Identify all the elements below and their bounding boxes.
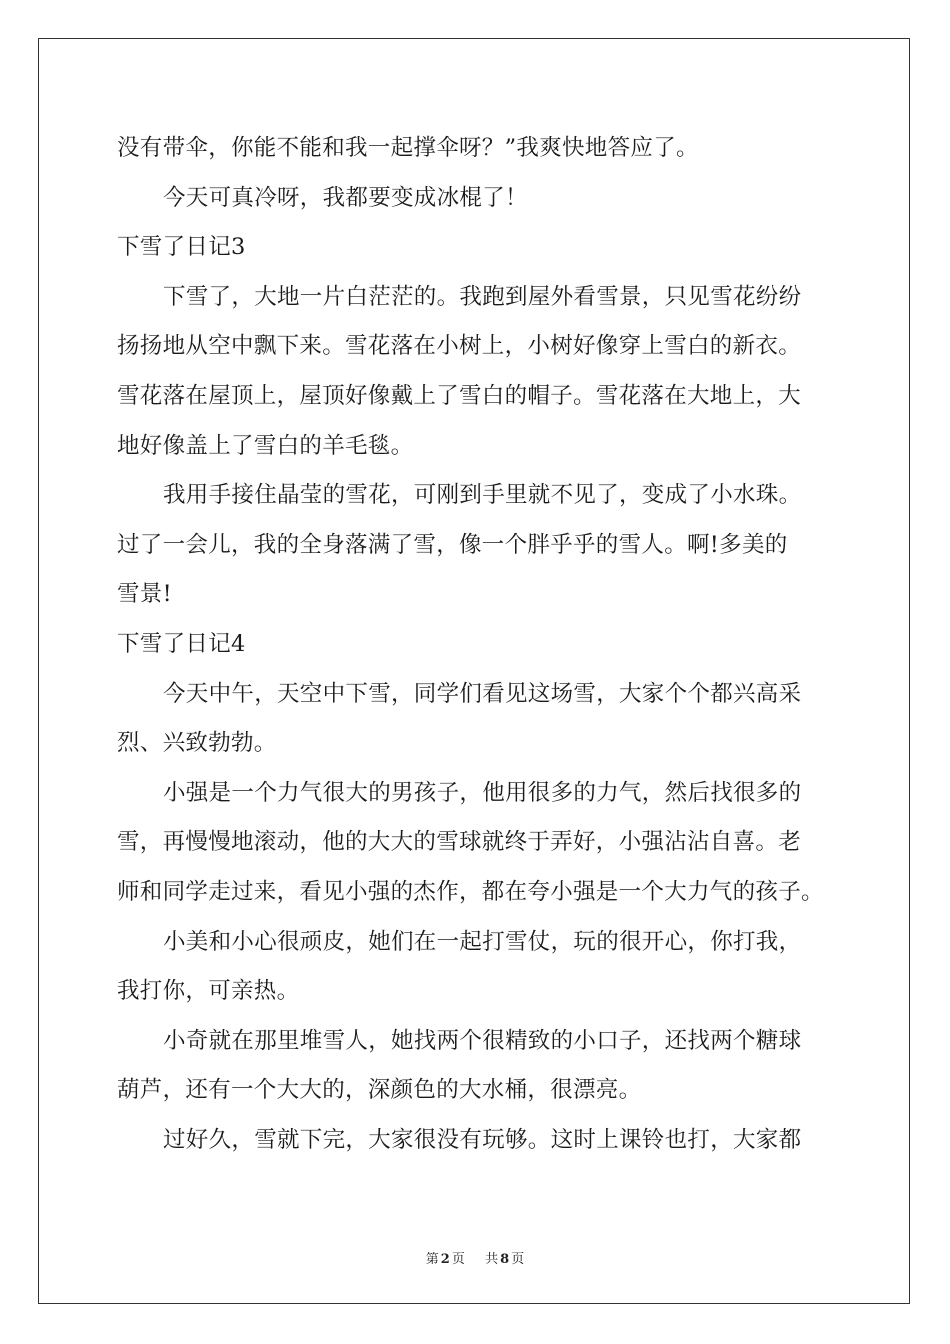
text-line: 扬扬地从空中飘下来。雪花落在小树上，小树好像穿上雪白的新衣。	[117, 333, 802, 360]
text-line: 雪景!	[117, 581, 172, 608]
text-line: 雪花落在屋顶上，屋顶好像戴上了雪白的帽子。雪花落在大地上，大	[117, 382, 802, 409]
current-page: 2	[440, 1252, 450, 1267]
text-line: 师和同学走过来，看见小强的杰作，都在夸小强是一个大力气的孩子。	[117, 878, 824, 905]
page-total	[485, 1248, 524, 1267]
paragraph-line: 小强是一个力气很大的男孩子，他用很多的力气，然后找很多的	[163, 779, 802, 806]
text-line: 烈、兴致勃勃。	[117, 730, 277, 757]
section-heading: 下雪了日记4	[117, 630, 246, 657]
section-heading: 下雪了日记3	[117, 234, 246, 261]
page-number	[426, 1248, 465, 1267]
page-suffix: 页	[451, 1252, 465, 1267]
text-line: 没有带伞，你能不能和我一起撑伞呀？”我爽快地答应了。	[117, 135, 699, 161]
paragraph-line: 今天可真冷呀，我都要变成冰棍了！	[163, 184, 528, 211]
paragraph-line: 小美和小心很顽皮，她们在一起打雪仗，玩的很开心，你打我，	[163, 928, 802, 955]
total-pages: 8	[500, 1252, 510, 1267]
paragraph-line: 小奇就在那里堆雪人，她找两个很精致的小口子，还找两个糖球	[163, 1027, 802, 1054]
page-footer	[0, 1248, 950, 1267]
paragraph-line: 过好久，雪就下完，大家很没有玩够。这时上课铃也打，大家都	[163, 1126, 802, 1153]
text-line: 我打你，可亲热。	[117, 978, 300, 1005]
paragraph-line: 今天中午，天空中下雪，同学们看见这场雪，大家个个都兴高采	[163, 680, 802, 707]
paragraph-line: 我用手接住晶莹的雪花，可刚到手里就不见了，变成了小水珠。	[163, 482, 802, 509]
text-line: 地好像盖上了雪白的羊毛毯。	[117, 432, 414, 459]
page-prefix: 第	[425, 1252, 439, 1267]
total-suffix: 页	[511, 1252, 525, 1267]
document-body	[117, 124, 837, 1165]
paragraph-line: 下雪了，大地一片白茫茫的。我跑到屋外看雪景，只见雪花纷纷	[163, 283, 802, 310]
text-line: 雪，再慢慢地滚动，他的大大的雪球就终于弄好，小强沾沾自喜。老	[117, 829, 802, 856]
text-line: 葫芦，还有一个大大的，深颜色的大水桶，很漂亮。	[117, 1077, 642, 1104]
total-prefix: 共	[485, 1252, 499, 1267]
text-line: 过了一会儿，我的全身落满了雪，像一个胖乎乎的雪人。啊!多美的	[117, 531, 788, 558]
